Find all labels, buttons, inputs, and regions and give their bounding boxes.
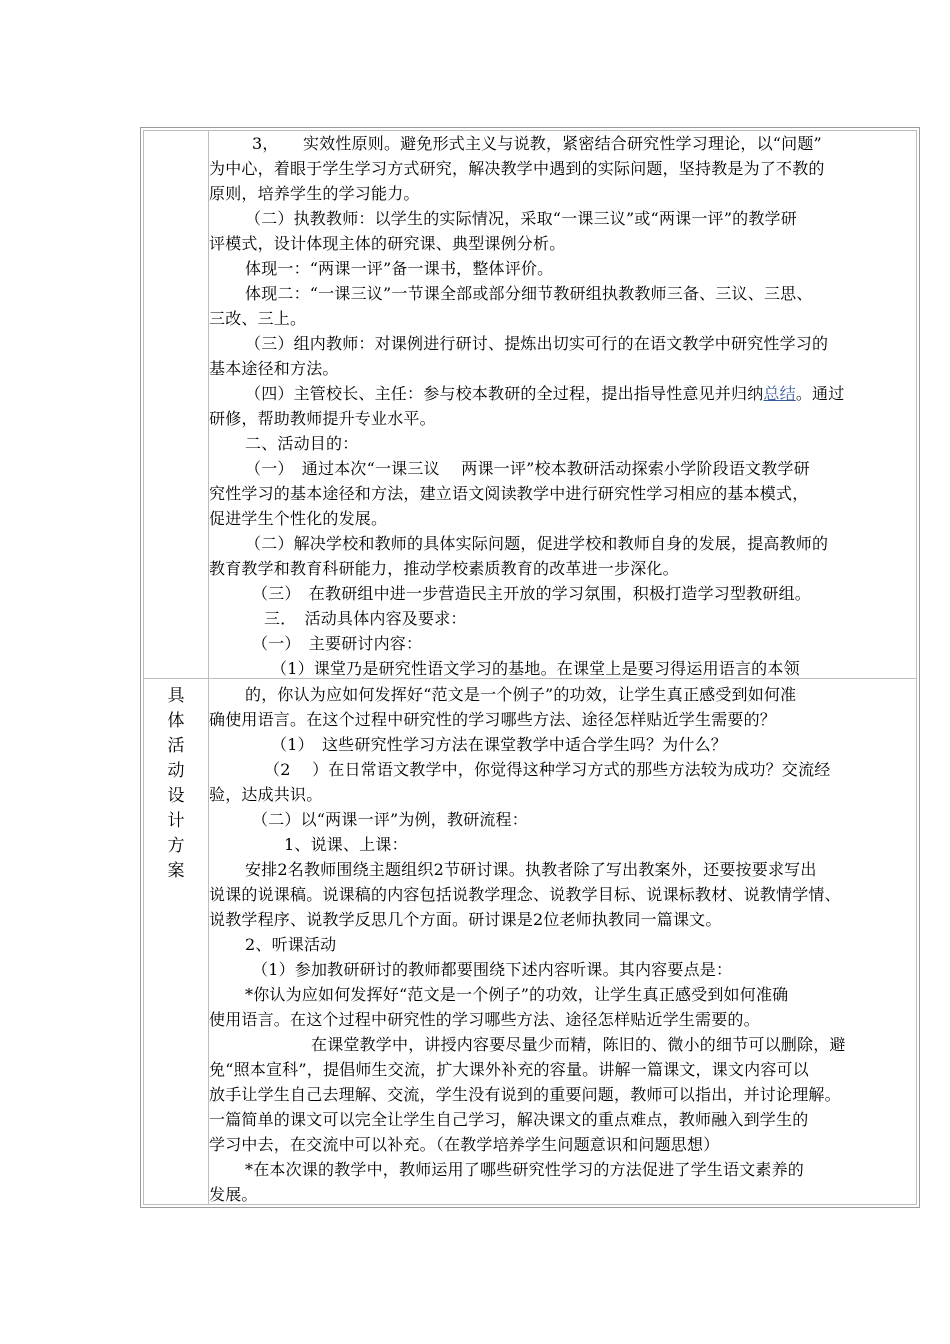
text-line	[209, 631, 916, 656]
line-text: （三）组内教师：对课例进行研讨、提炼出切实可行的在语文教学中研究性学习的	[245, 334, 829, 353]
table-row	[144, 679, 916, 1204]
text-line	[209, 857, 916, 882]
text-line	[209, 1032, 916, 1057]
label-cell-empty	[144, 131, 209, 678]
text-line	[209, 1082, 916, 1107]
line-text: （二）执教教师：以学生的实际情况，采取“一课三议”或“两课一评”的教学研	[245, 209, 797, 228]
text-line	[209, 1007, 916, 1032]
text-line	[209, 581, 916, 606]
vertical-label-char: 设	[167, 786, 185, 806]
summary-link[interactable]: 总结	[763, 384, 796, 403]
text-line	[209, 156, 916, 181]
text-line	[209, 1157, 916, 1182]
text-line	[209, 331, 916, 356]
text-line	[209, 832, 916, 857]
text-line	[209, 1182, 916, 1207]
text-line	[209, 732, 916, 757]
text-line	[209, 381, 916, 406]
line-text: 为中心，着眼于学生学习方式研究，解决教学中遇到的实际问题，坚持教是为了不教的	[209, 159, 825, 178]
text-line	[209, 606, 916, 631]
line-text: 体现二：“一课三议”一节课全部或部分细节教研组执教教师三备、三议、三思、	[245, 284, 813, 303]
text-line	[209, 356, 916, 381]
line-text: 安排2名教师围绕主题组织2节研讨课。执教者除了写出教案外，还要按要求写出	[245, 860, 817, 879]
line-text: （四）主管校长、主任：参与校本教研的全过程，提出指导性意见并归纳	[245, 384, 764, 403]
line-text: 3， 实效性原则。避免形式主义与说教，紧密结合研究性学习理论，以“问题”	[252, 134, 822, 153]
content-cell	[209, 131, 916, 678]
vertical-label-char: 案	[167, 861, 185, 881]
line-text: （二）以“两课一评”为例，教研流程：	[252, 810, 528, 829]
text-line	[209, 431, 916, 456]
line-text: （三） 在教研组中进一步营造民主开放的学习氛围，积极打造学习型教研组。	[252, 584, 812, 603]
text-line	[209, 682, 916, 707]
vertical-label	[144, 684, 208, 884]
content-table	[140, 127, 920, 1208]
text-line	[209, 932, 916, 957]
line-text: 说课的说课稿。说课稿的内容包括说教学理念、说教学目标、说课标教材、说教情学情、	[209, 885, 841, 904]
line-text: （二）解决学校和教师的具体实际问题，促进学校和教师自身的发展，提高教师的	[245, 534, 829, 553]
text-line	[209, 757, 916, 782]
line-text: 三． 活动具体内容及要求：	[264, 609, 467, 628]
vertical-label-char: 计	[167, 811, 185, 831]
text-line	[209, 506, 916, 531]
text-line	[209, 982, 916, 1007]
text-line	[209, 907, 916, 932]
text-line	[209, 481, 916, 506]
line-text: 二、活动目的：	[245, 434, 359, 453]
label-cell	[144, 679, 209, 1204]
text-line	[209, 1057, 916, 1082]
line-text: 2、听课活动	[245, 935, 337, 954]
vertical-label-char: 动	[167, 761, 185, 781]
text-line	[209, 281, 916, 306]
table-row	[144, 131, 916, 679]
vertical-label-char: 方	[167, 836, 185, 856]
line-text: （一） 主要研讨内容：	[252, 634, 423, 653]
text-line	[209, 206, 916, 231]
text-line	[209, 231, 916, 256]
text-line	[209, 782, 916, 807]
line-text: （一） 通过本次“一课三议 两课一评”校本教研活动探索小学阶段语文教学研	[245, 459, 810, 478]
line-text: 免“照本宣科”，提倡师生交流，扩大课外补充的容量。讲解一篇课文，课文内容可以	[209, 1060, 809, 1079]
line-text: 放手让学生自己去理解、交流，学生没有说到的重要问题，教师可以指出，并讨论理解。	[209, 1085, 841, 1104]
line-text: 研修，帮助教师提升专业水平。	[209, 409, 436, 428]
text-line	[209, 1132, 916, 1157]
text-line	[209, 531, 916, 556]
line-text: *你认为应如何发挥好“范文是一个例子”的功效，让学生真正感受到如何准确	[245, 985, 789, 1004]
line-text: （1） 这些研究性学习方法在课堂教学中适合学生吗？为什么？	[271, 735, 727, 754]
text-line	[209, 807, 916, 832]
text-line	[209, 957, 916, 982]
vertical-label-char: 具	[167, 686, 185, 706]
line-text: 基本途径和方法。	[209, 359, 339, 378]
line-text: 发展。	[209, 1185, 258, 1204]
line-text: 学习中去，在交流中可以补充。（在教学培养学生问题意识和问题思想）	[209, 1135, 720, 1154]
line-text: 说教学程序、说教学反思几个方面。研讨课是2位老师执教同一篇课文。	[209, 910, 722, 929]
vertical-label-char: 活	[167, 736, 185, 756]
text-line	[209, 406, 916, 431]
line-text: 一篇简单的课文可以完全让学生自己学习，解决课文的重点难点，教师融入到学生的	[209, 1110, 809, 1129]
line-text: 在课堂教学中，讲授内容要尽量少而精，陈旧的、微小的细节可以删除，避	[311, 1035, 846, 1054]
text-line	[209, 1107, 916, 1132]
text-line	[209, 306, 916, 331]
line-text: *在本次课的教学中，教师运用了哪些研究性学习的方法促进了学生语文素养的	[245, 1160, 805, 1179]
text-line	[209, 556, 916, 581]
text-line	[209, 882, 916, 907]
line-text-after: 。通过	[795, 384, 845, 403]
line-text: 原则，培养学生的学习能力。	[209, 184, 420, 203]
line-text: 使用语言。在这个过程中研究性的学习哪些方法、途径怎样贴近学生需要的。	[209, 1010, 760, 1029]
line-text: （1）参加教研研讨的教师都要围绕下述内容听课。其内容要点是：	[252, 960, 733, 979]
line-text: 确使用语言。在这个过程中研究性的学习哪些方法、途径怎样贴近学生需要的？	[209, 710, 777, 729]
line-text: （2 ）在日常语文教学中，你觉得这种学习方式的那些方法较为成功？交流经	[264, 760, 831, 779]
text-line	[209, 456, 916, 481]
line-text: 促进学生个性化的发展。	[209, 509, 388, 528]
line-text: 的，你认为应如何发挥好“范文是一个例子”的功效，让学生真正感受到如何准	[245, 685, 797, 704]
vertical-label-char: 体	[167, 711, 185, 731]
line-text: 评模式，设计体现主体的研究课、典型课例分析。	[209, 234, 566, 253]
content-cell	[209, 679, 916, 1204]
text-line	[209, 656, 916, 681]
line-text: 体现一：“两课一评”备一课书，整体评价。	[245, 259, 554, 278]
line-text: （1）课堂乃是研究性语文学习的基地。在课堂上是要习得运用语言的本领	[271, 659, 800, 678]
line-text: 三改、三上。	[209, 309, 307, 328]
line-text: 究性学习的基本途径和方法，建立语文阅读教学中进行研究性学习相应的基本模式，	[209, 484, 809, 503]
text-line	[209, 256, 916, 281]
table-inner-border	[143, 130, 917, 1205]
text-line	[209, 707, 916, 732]
line-text: 教育教学和教育科研能力，推动学校素质教育的改革进一步深化。	[209, 559, 679, 578]
line-text: 验，达成共识。	[209, 785, 323, 804]
text-line	[209, 181, 916, 206]
line-text: 1、说课、上课：	[284, 835, 408, 854]
text-line	[209, 131, 916, 156]
